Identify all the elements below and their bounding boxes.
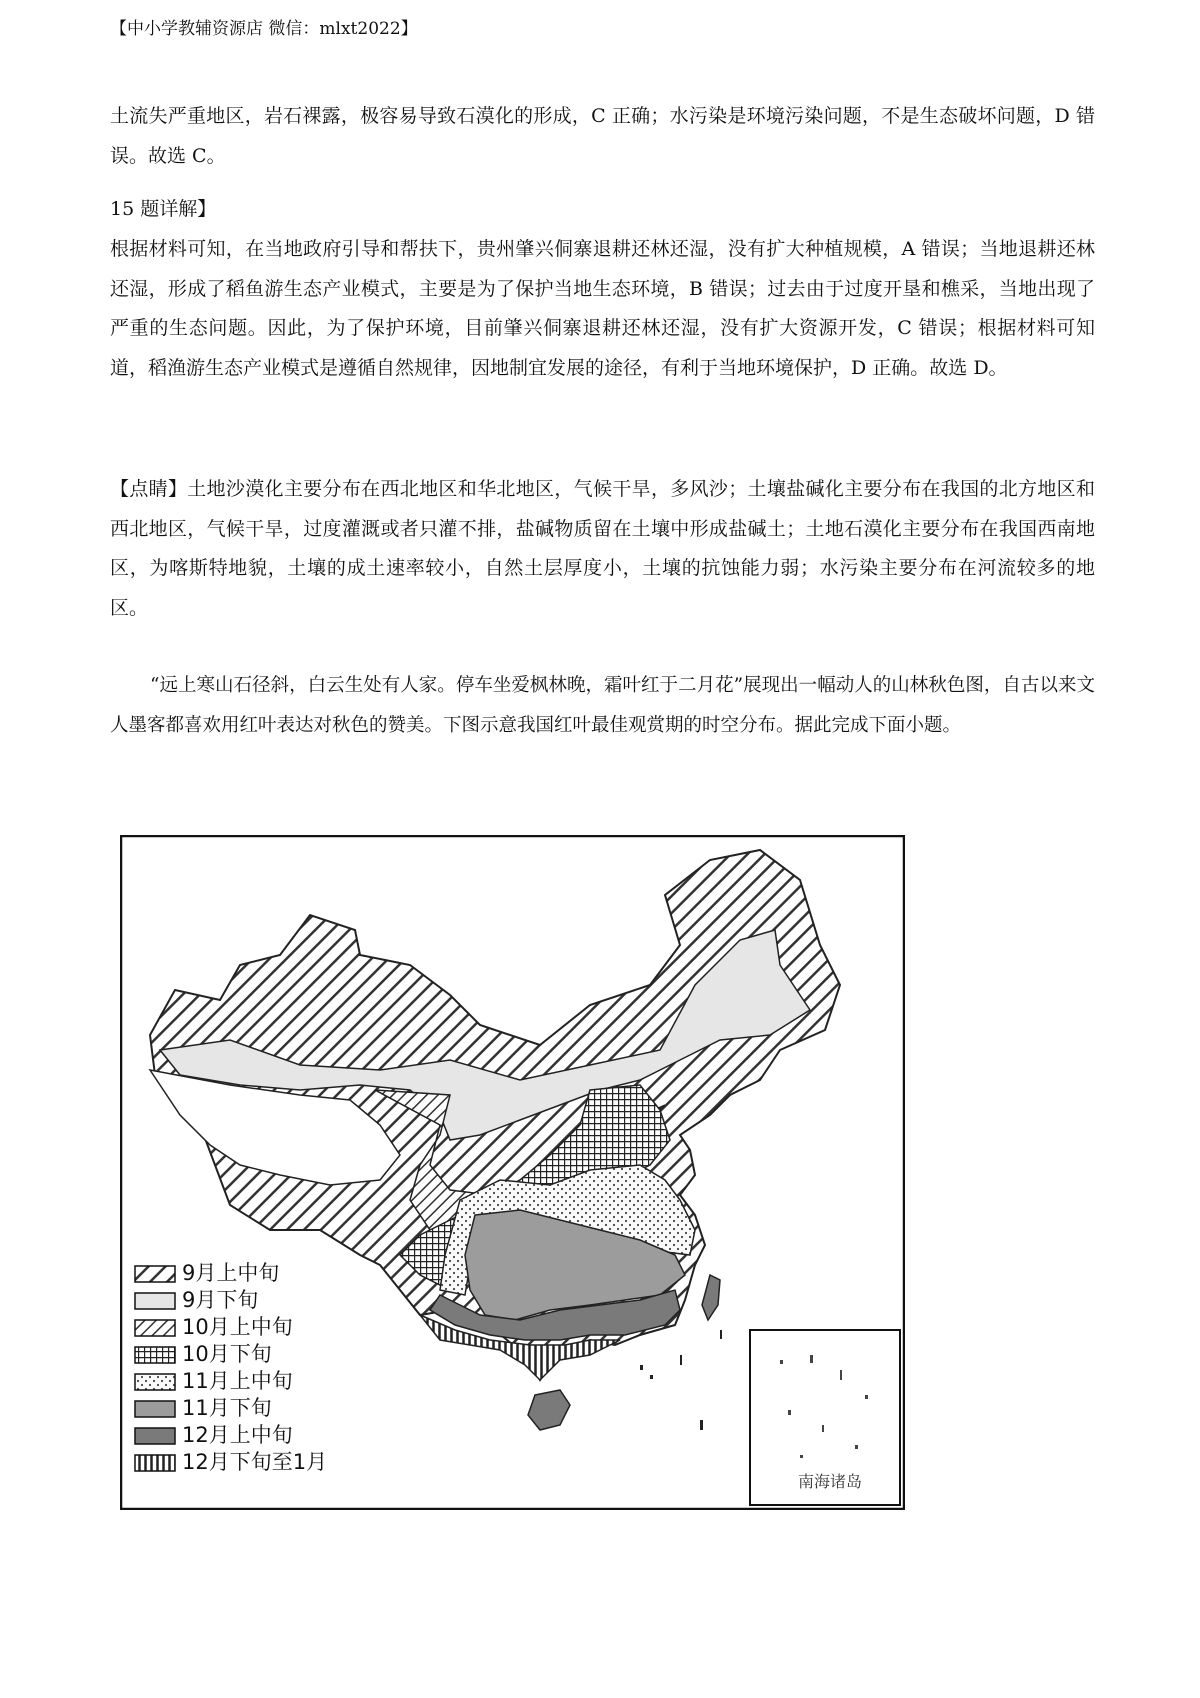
page-header: 【中小学教辅资源店 微信：mlxt2022】 (110, 19, 418, 39)
question-15-heading: 15 题详解】 (110, 198, 217, 220)
legend-label: 11月下旬 (182, 1396, 272, 1420)
question-intro-paragraph: “远上寒山石径斜，白云生处有人家。停车坐爱枫林晚，霜叶红于二月花”展现出一幅动人的山林秋色图，自古以来文人墨客都喜欢用红叶表达对秋色的赞美。下图示意我国红叶最佳观赏期的时空分布。据此完成下面小题。 (110, 675, 1095, 736)
key-point-paragraph: 【点睛】土地沙漠化主要分布在西北地区和华北地区，气候干旱，多风沙；土壤盐碱化主要分布在我国的北方地区和西北地区，气候干旱，过度灌溉或者只灌不排，盐碱物质留在土壤中形成盐碱土；土地石漠化主要分布在我国西南地区，为喀斯特地貌，土壤的成土速率较小，自然土层厚度小，土壤的抗蚀能力弱；水污染主要分布在河流较多的地区。 (110, 478, 1095, 619)
answer-paragraph-15: 根据材料可知，在当地政府引导和帮扶下，贵州肇兴侗寨退耕还林还湿，没有扩大种植规模，A 错误；当地退耕还林还湿，形成了稻鱼游生态产业模式，主要是为了保护当地生态环境，B 错误；过去由于过度开垦和樵采，当地出现了严重的生态问题。因此，为了保护环境，目前肇兴侗寨退耕还林还湿，没有扩大资源开发，C 错误；根据材料可知道，稻渔游生态产业模式是遵循自然规律，因地制宜发展的途径，有利于当地环境保护，D 正确。故选 D。 (110, 238, 1095, 379)
legend-swatch (135, 1455, 175, 1471)
legend-label: 9月下旬 (182, 1288, 259, 1312)
legend-swatch (135, 1401, 175, 1417)
legend-swatch (135, 1428, 175, 1444)
legend-swatch (135, 1347, 175, 1363)
answer-paragraph-14: 土流失严重地区，岩石裸露，极容易导致石漠化的形成，C 正确；水污染是环境污染问题，不是生态破坏问题，D 错误。故选 C。 (110, 105, 1095, 167)
legend-label: 12月上中旬 (182, 1423, 293, 1447)
legend-label: 11月上中旬 (182, 1369, 293, 1393)
legend-label: 9月上中旬 (182, 1261, 280, 1285)
legend-swatch (135, 1293, 175, 1309)
south-china-sea-inset (750, 1330, 900, 1505)
inset-label: 南海诸岛 (797, 1472, 863, 1491)
legend-swatch (135, 1266, 175, 1282)
legend-label: 10月下旬 (182, 1342, 272, 1366)
legend-label: 12月下旬至1月 (182, 1450, 328, 1474)
legend-label: 10月上中旬 (182, 1315, 293, 1339)
legend-swatch (135, 1320, 175, 1336)
red-leaf-viewing-map (120, 835, 905, 1510)
legend-swatch (135, 1374, 175, 1390)
